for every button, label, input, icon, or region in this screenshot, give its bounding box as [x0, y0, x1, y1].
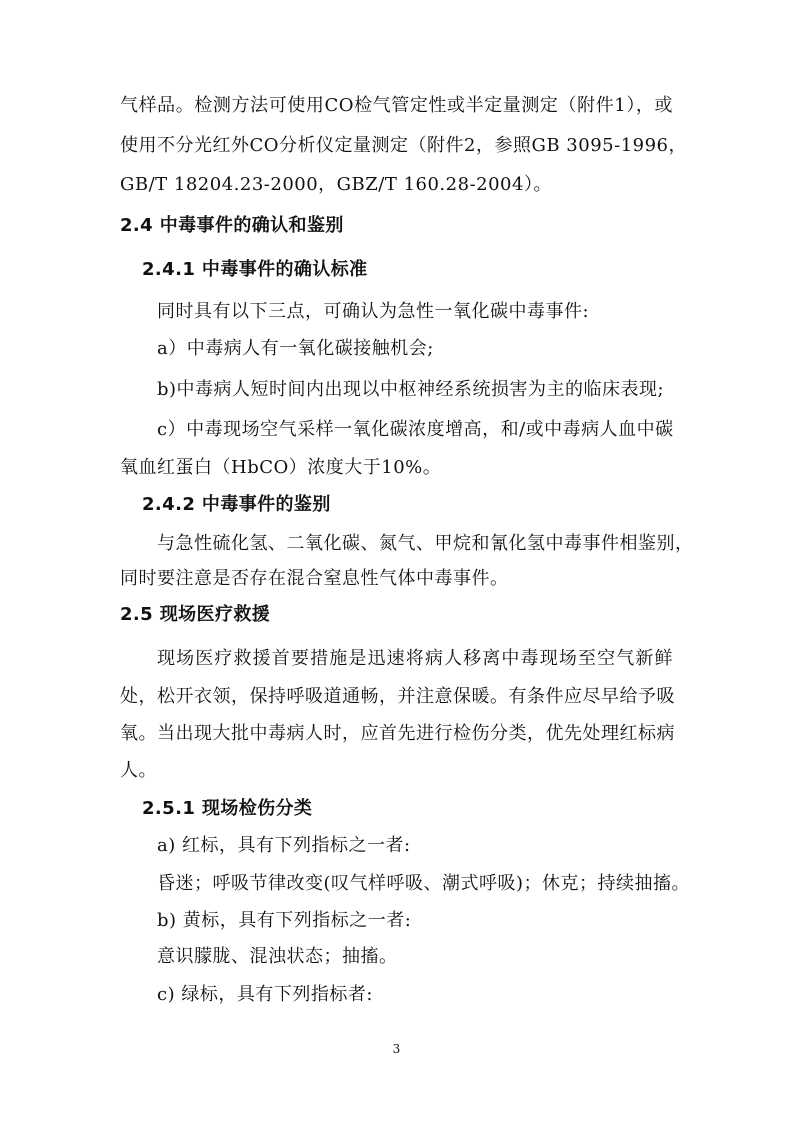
body-line: 同时具有以下三点，可确认为急性一氧化碳中毒事件: — [157, 301, 590, 322]
body-line: 使用不分光红外CO分析仪定量测定（附件2，参照GB 3095-1996， — [120, 135, 688, 156]
body-line: 意识朦胧、混浊状态；抽搐。 — [157, 946, 398, 967]
body-line: 同时要注意是否存在混合窒息性气体中毒事件。 — [120, 568, 509, 589]
list-item: c) 绿标，具有下列指标者: — [157, 984, 373, 1005]
body-line: 气样品。检测方法可使用CO检气管定性或半定量测定（附件1），或 — [120, 95, 673, 116]
list-item: b)中毒病人短时间内出现以中枢神经系统损害为主的临床表现; — [157, 379, 665, 400]
subsection-heading: 2.4.2 中毒事件的鉴别 — [142, 494, 331, 515]
body-line: 人。 — [120, 760, 157, 781]
list-item: c）中毒现场空气采样一氧化碳浓度增高，和/或中毒病人血中碳 — [157, 419, 674, 440]
list-item: a）中毒病人有一氧化碳接触机会; — [157, 338, 434, 359]
subsection-heading: 2.5.1 现场检伤分类 — [142, 798, 313, 819]
body-line: 现场医疗救援首要措施是迅速将病人移离中毒现场至空气新鲜 — [157, 648, 673, 669]
section-heading: 2.5 现场医疗救援 — [120, 604, 271, 625]
body-line: GB/T 18204.23-2000，GBZ/T 160.28-2004）。 — [120, 174, 552, 195]
list-item: b) 黄标，具有下列指标之一者: — [157, 910, 412, 931]
body-line: 氧。当出现大批中毒病人时，应首先进行检伤分类，优先处理红标病 — [120, 723, 675, 744]
body-line: 与急性硫化氢、二氧化碳、氮气、甲烷和氰化氢中毒事件相鉴别， — [157, 533, 694, 554]
section-heading: 2.4 中毒事件的确认和鉴别 — [120, 215, 344, 236]
list-item: a) 红标，具有下列指标之一者: — [157, 835, 411, 856]
body-line: 氧血红蛋白（HbCO）浓度大于10%。 — [120, 457, 442, 478]
body-line: 处，松开衣领，保持呼吸道通畅，并注意保暖。有条件应尽早给予吸 — [120, 686, 675, 707]
subsection-heading: 2.4.1 中毒事件的确认标准 — [142, 259, 368, 280]
page-number: 3 — [392, 1042, 401, 1056]
body-line: 昏迷；呼吸节律改变(叹气样呼吸、潮式呼吸)；休克；持续抽搐。 — [157, 873, 691, 894]
